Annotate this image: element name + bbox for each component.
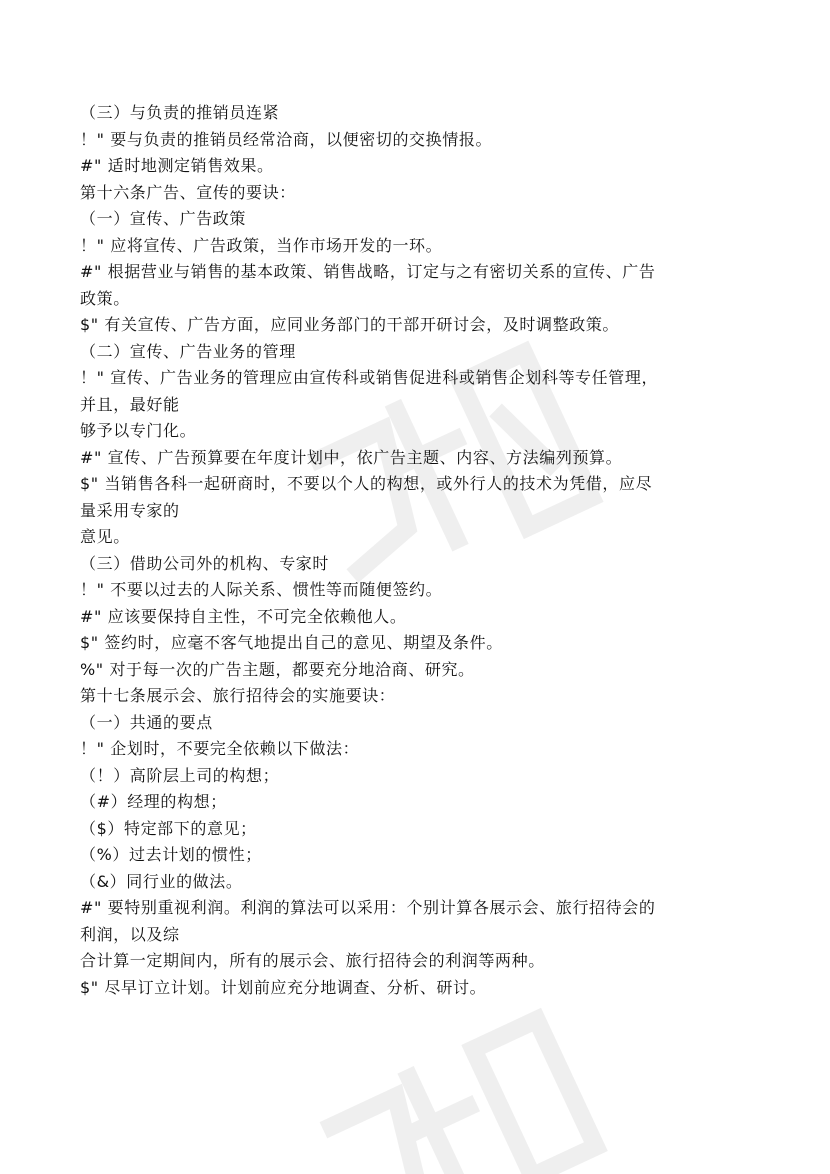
section-heading: 第十七条展示会、旅行招待会的实施要诀： (80, 686, 396, 705)
text-line: $" 签约时，应毫不客气地提出自己的意见、期望及条件。 (80, 633, 503, 652)
text-line: #" 适时地测定销售效果。 (80, 156, 274, 175)
subsection-heading: （二）宣传、广告业务的管理 (80, 341, 296, 361)
text-line: %" 对于每一次的广告主题，都要充分地洽商、研究。 (80, 659, 475, 679)
text-line: 合计算一定期间内，所有的展示会、旅行招待会的利润等两种。 (80, 951, 545, 970)
subsection-heading: （一）共通的要点 (80, 712, 213, 732)
text-line: 政策。 (80, 288, 130, 308)
text-line: 意见。 (80, 527, 130, 546)
text-line: （三）与负责的推销员连紧 (80, 103, 280, 122)
section-heading: 第十六条广告、宣传的要诀： (80, 182, 296, 202)
text-line: $" 当销售各科一起研商时，不要以个人的构想，或外行人的技术为凭借，应尽 (80, 474, 653, 493)
text-line: ！" 应将宣传、广告政策，当作市场开发的一环。 (80, 235, 443, 255)
text-line: #" 要特别重视利润。利润的算法可以采用：个别计算各展示会、旅行招待会的 (80, 898, 656, 917)
list-item: （$）特定部下的意见； (80, 818, 257, 838)
text-line: ！" 不要以过去的人际关系、惯性等而随便签约。 (80, 580, 443, 599)
list-item: （&）同行业的做法。 (80, 871, 243, 891)
subsection-heading: （一）宣传、广告政策 (80, 209, 247, 228)
text-line: ！" 要与负责的推销员经常洽商，以便密切的交换情报。 (80, 129, 493, 149)
list-item: （%）过去计划的惯性； (80, 845, 262, 864)
document-body (80, 100, 760, 1001)
text-line: 量采用专家的 (80, 500, 180, 520)
text-line: ！" 宣传、广告业务的管理应由宣传科或销售促进科或销售企划科等专任管理， (80, 368, 659, 387)
text-line: $" 尽早订立计划。计划前应充分地调查、分析、研讨。 (80, 977, 487, 997)
text-line: 够予以专门化。 (80, 421, 197, 440)
list-item: （#）经理的构想； (80, 792, 227, 811)
text-line: 并且，最好能 (80, 394, 180, 414)
subsection-heading: （三）借助公司外的机构、专家时 (80, 553, 330, 573)
text-line: ！" 企划时，不要完全依赖以下做法： (80, 739, 360, 758)
text-line: 利润，以及综 (80, 924, 180, 944)
text-line: #" 根据营业与销售的基本政策、销售战略，订定与之有密切关系的宣传、广告 (80, 262, 656, 281)
list-item: （！）高阶层上司的构想； (80, 765, 280, 785)
text-line: #" 应该要保持自主性，不可完全依赖他人。 (80, 606, 407, 626)
text-line: $" 有关宣传、广告方面，应同业务部门的干部开研讨会，及时调整政策。 (80, 315, 620, 334)
text-line: #" 宣传、广告预算要在年度计划中，依广告主题、内容、方法编列预算。 (80, 447, 623, 467)
